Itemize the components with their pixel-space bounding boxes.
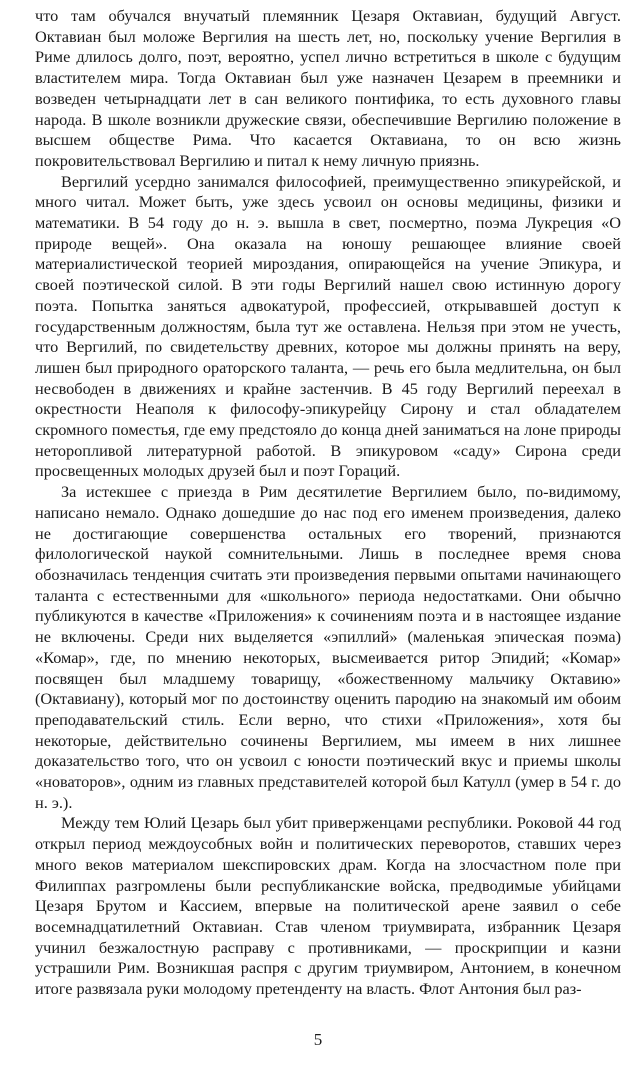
page-number: 5: [313, 1030, 323, 1049]
paragraph-2: Вергилий усердно занимался философией, преимущественно эпикурейской, и много читал. Может быть, уже здесь усвоил он основы медицины, физики и математики. В 54 году до н. э. вышла в свет, посмертно, поэма Лукреция «О природе вещей». Она оказала на юношу решающее влияние своей материалистической теорией мироздания, опирающейся на учение Эпикура, и своей поэтической силой. В эти годы Вергилий нашел свою истинную дорогу поэта. Попытка заняться адвокатурой, профессией, открывавшей доступ к государственным должностям, была тут же оставлена. Нельзя при этом не учесть, что Вергилий, по свидетельству древних, которое мы должны принять на веру, лишен был природного ораторского таланта, — речь его была медлительна, он был несвободен в движениях и крайне застенчив. В 45 году Вергилий переехал в окрестности Неаполя к философу-эпикурейцу Сирону и стал обладателем скромного поместья, где ему предстояло до конца дней заниматься на лоне природы неторопливой литературной работой. В эпикуровом «саду» Сирона среди просвещенных молодых друзей был и поэт Гораций.: [35, 171, 621, 481]
page-text-block: [35, 6, 621, 1000]
paragraph-1: что там обучался внучатый племянник Цезаря Октавиан, будущий Август. Октавиан был моложе Вергилия на шесть лет, но, поскольку учение Вергилия в Риме длилось долго, поэт, вероятно, успел лично встретиться в школе с будущим властителем мира. Тогда Октавиан был уже назначен Цезарем в преемники и возведен четырнадцати лет в сан великого понтифика, то есть духовного главы народа. В школе возникли дружеские связи, обеспечившие Вергилию положение в высшем обществе Рима. Что касается Октавиана, то он всю жизнь покровительствовал Вергилию и питал к нему личную приязнь.: [35, 6, 621, 170]
paragraph-3: За истекшее с приезда в Рим десятилетие Вергилием было, по-видимому, написано немало. Однако дошедшие до нас под его именем произведения, далеко не достигающие совершенства остальных его творений, признаются филологической наукой сомнительными. Лишь в последнее время снова обозначилась тенденция считать эти произведения первыми опытами начинающего таланта с естественными для «школьного» периода недостатками. Они обычно публикуются в качестве «Приложения» к сочинениям поэта и в настоящее издание не включены. Среди них выделяется «эпиллий» (маленькая эпическая поэма) «Комар», где, по мнению некоторых, высмеивается ритор Эпидий; «Комар» посвящен был младшему товарищу, «божественному мальчику Октавию» (Октавиану), который мог по достоинству оценить пародию на знакомый им обоим преподавательский стиль. Если верно, что стихи «Приложения», хотя бы некоторые, действительно сочинены Вергилием, мы имеем в них лишнее доказательство того, что он усвоил с юности поэтический вкус и приемы школы «новаторов», одним из главных представителей которой был Катулл (умер в 54 г. до н. э.).: [35, 482, 621, 812]
paragraph-4: Между тем Юлий Цезарь был убит приверженцами республики. Роковой 44 год открыл период междоусобных войн и политических переворотов, ставших через много веков материалом шекспировских драм. Когда на злосчастном поле при Филиппах разгромлены были республиканские войска, предводимые убийцами Цезаря Брутом и Кассием, впервые на политической арене заявил о себе восемнадцатилетний Октавиан. Став членом триумвирата, избранник Цезаря учинил безжалостную расправу с противниками, — проскрипции и казни устрашили Рим. Возникшая распря с другим триумвиром, Антонием, в конечном итоге развязала руки молодому претенденту на власть. Флот Антония был раз-: [35, 813, 621, 999]
